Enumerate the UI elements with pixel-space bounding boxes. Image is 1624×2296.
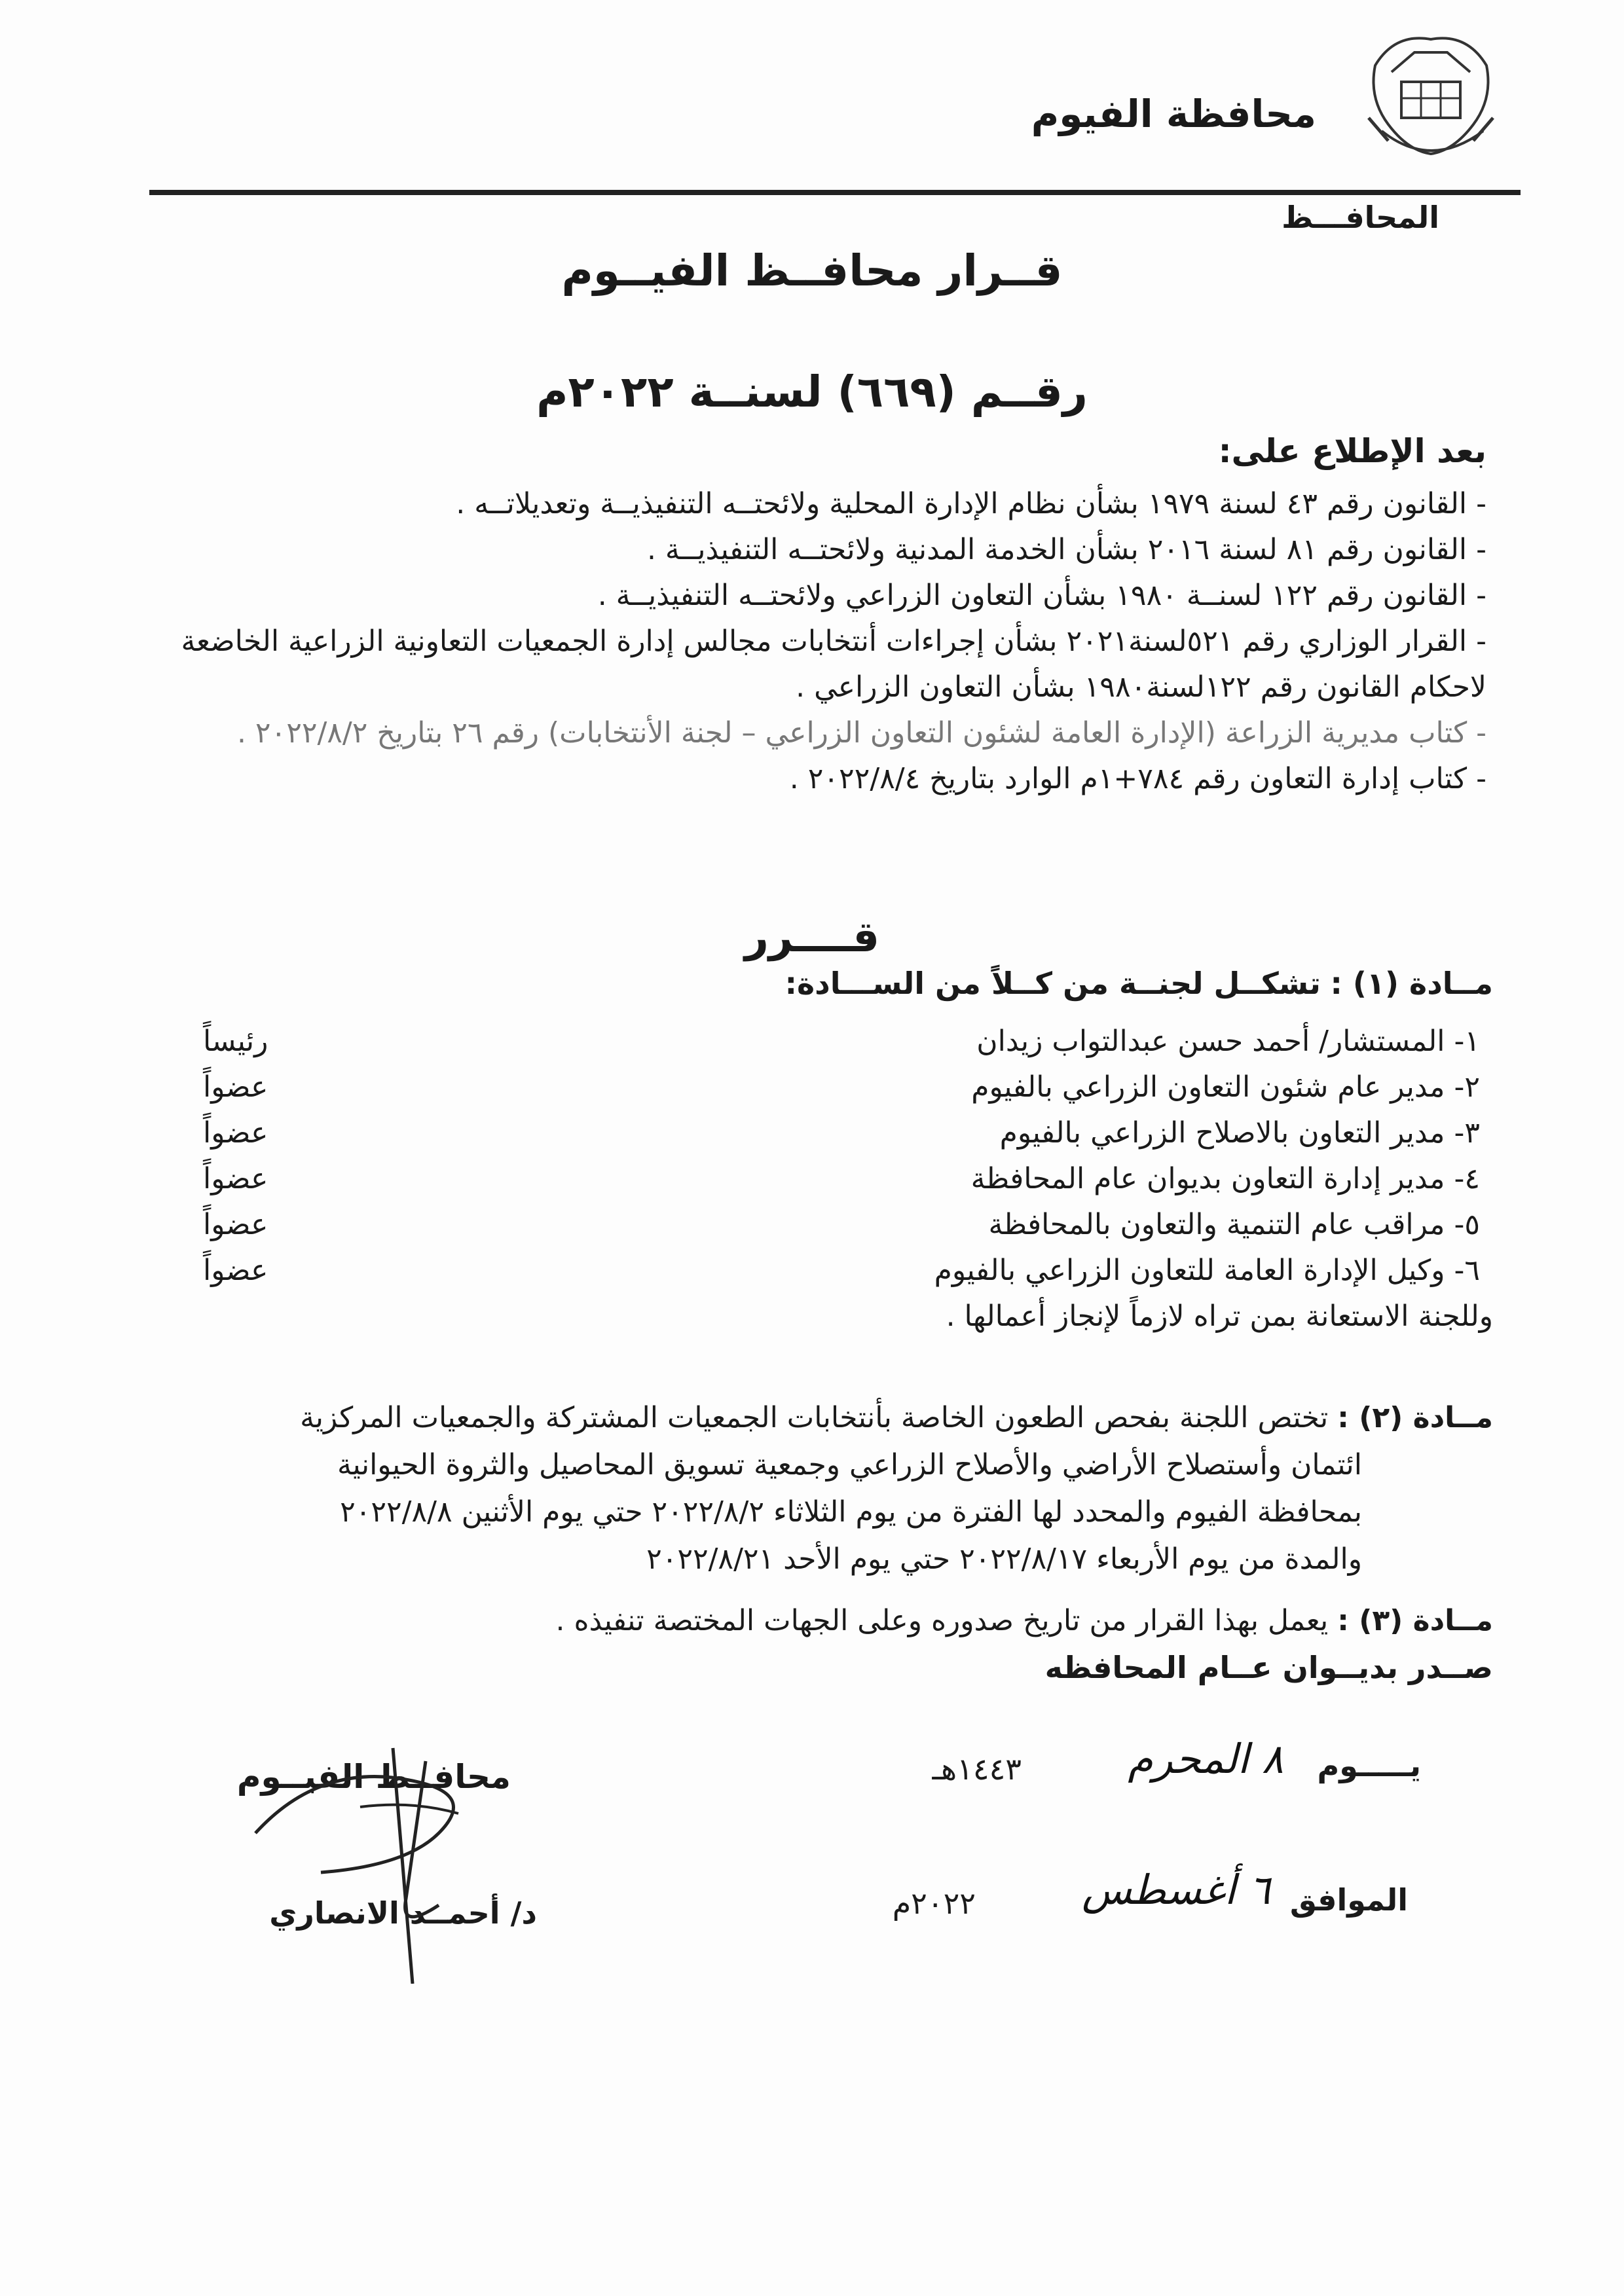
preamble-item: - القانون رقم ٨١ لسنة ٢٠١٦ بشأن الخدمة المدنية ولائحتــه التنفيذيــة .: [646, 533, 1486, 566]
article-2-label: مــادة (٢) :: [1337, 1401, 1493, 1434]
member-name: ٤- مدير إدارة التعاون بديوان عام المحافظة: [970, 1162, 1480, 1195]
header-divider: [149, 190, 1521, 195]
governorate-emblem-icon: [1356, 26, 1506, 164]
gregorian-date-handwritten: ٦ أغسطس: [1082, 1866, 1270, 1914]
member-name: ٥- مراقب عام التنمية والتعاون بالمحافظة: [988, 1208, 1480, 1241]
article-1-closing: وللجنة الاستعانة بمن تراه لازماً لإنجاز أعمالها .: [946, 1300, 1493, 1333]
office-label: المحافـــظ: [1282, 200, 1439, 235]
article-2-line: ائتمان وأستصلاح الأراضي والأصلاح الزراعي وجمعية تسويق المحاصيل والثروة الحيوانية: [337, 1448, 1362, 1482]
decided-heading: قــــرر: [744, 913, 880, 962]
decision-number: رقــم (٦٦٩) لسنــة ٢٠٢٢م: [536, 367, 1088, 417]
gregorian-year: ٢٠٢٢م: [892, 1886, 976, 1921]
decision-title: قــرار محافــظ الفيــوم: [561, 246, 1063, 296]
preamble-item: - القرار الوزاري رقم ٥٢١لسنة٢٠٢١ بشأن إجراءات أنتخابات مجالس إدارة الجمعيات التعاونية الزراعية الخاضعة لاحكام القانون رقم ١٢٢لسنة١٩٨٠ بشأن التعاون الزراعي .: [181, 625, 1486, 704]
member-name: ١- المستشار/ أحمد حسن عبدالتواب زيدان: [976, 1025, 1480, 1058]
member-name: ٦- وكيل الإدارة العامة للتعاون الزراعي بالفيوم: [934, 1254, 1480, 1287]
article-1-heading: [785, 966, 1493, 1001]
signatory-title: محافــظ الفيــوم: [236, 1758, 511, 1796]
article-2-line: بمحافظة الفيوم والمحدد لها الفترة من يوم الثلاثاء ٢٠٢٢/٨/٢ حتي يوم الأثنين ٢٠٢٢/٨/٨: [340, 1495, 1362, 1529]
issued-statement: صــدر بديــوان عــام المحافظه: [1044, 1650, 1493, 1685]
hijri-date-handwritten: ٨ المحرم: [1128, 1735, 1283, 1783]
member-role: عضواً: [203, 1254, 268, 1287]
preamble-item: - كتاب مديرية الزراعة (الإدارة العامة لشئون التعاون الزراعي – لجنة الأنتخابات) رقم ٢٦ بتاريخ ٢٠٢٢/٨/٢ .: [236, 716, 1486, 750]
preamble-item: - القانون رقم ٤٣ لسنة ١٩٧٩ بشأن نظام الإدارة المحلية ولائحتــه التنفيذيــة وتعديلاتــه .: [456, 487, 1486, 520]
member-name: ٣- مدير التعاون بالاصلاح الزراعي بالفيوم: [999, 1116, 1480, 1150]
article-3-text: يعمل بهذا القرار من تاريخ صدوره وعلى الجهات المختصة تنفيذه .: [555, 1604, 1329, 1637]
preamble-item: - القانون رقم ١٢٢ لسنــة ١٩٨٠ بشأن التعاون الزراعي ولائحتــه التنفيذيــة .: [597, 579, 1486, 612]
article-1-text: تشكــل لجنــة من كــلاً من الســـادة:: [784, 966, 1321, 1001]
member-name: ٢- مدير عام شئون التعاون الزراعي بالفيوم: [971, 1070, 1480, 1104]
governorate-name: محافظة الفيوم: [1031, 92, 1316, 136]
committee-member-row: [203, 1116, 1480, 1162]
committee-member-row: [203, 1025, 1480, 1070]
article-1-label: مــادة (١) :: [1330, 966, 1493, 1001]
member-role: رئيساً: [203, 1025, 268, 1058]
preamble-heading: بعد الإطلاع على:: [1218, 432, 1486, 470]
article-2: [124, 1394, 1493, 1583]
member-role: عضواً: [203, 1070, 268, 1104]
article-2-line: تختص اللجنة بفحص الطعون الخاصة بأنتخابات الجمعيات المشتركة والجمعيات المركزية: [300, 1401, 1329, 1434]
committee-member-row: [203, 1070, 1480, 1116]
day-label: يـــــوم: [1317, 1748, 1421, 1783]
handwritten-signature-icon: [242, 1735, 570, 1984]
signatory-name: د/ أحمــد الانصاري: [269, 1895, 537, 1931]
committee-member-row: [203, 1208, 1480, 1254]
article-3-label: مــادة (٣) :: [1337, 1604, 1493, 1637]
committee-member-row: [203, 1162, 1480, 1208]
article-2-line: والمدة من يوم الأربعاء ٢٠٢٢/٨/١٧ حتي يوم الأحد ٢٠٢٢/٨/٢١: [646, 1542, 1362, 1576]
equivalent-label: الموافق: [1289, 1882, 1408, 1918]
article-3: [124, 1597, 1493, 1645]
member-role: عضواً: [203, 1208, 268, 1241]
member-role: عضواً: [203, 1162, 268, 1195]
preamble-item: - كتاب إدارة التعاون رقم ٧٨٤+١م الوارد بتاريخ ٢٠٢٢/٨/٤ .: [789, 762, 1486, 795]
member-role: عضواً: [203, 1116, 268, 1150]
hijri-year: ١٤٤٣هـ: [932, 1751, 1022, 1787]
preamble-list: [124, 481, 1486, 802]
